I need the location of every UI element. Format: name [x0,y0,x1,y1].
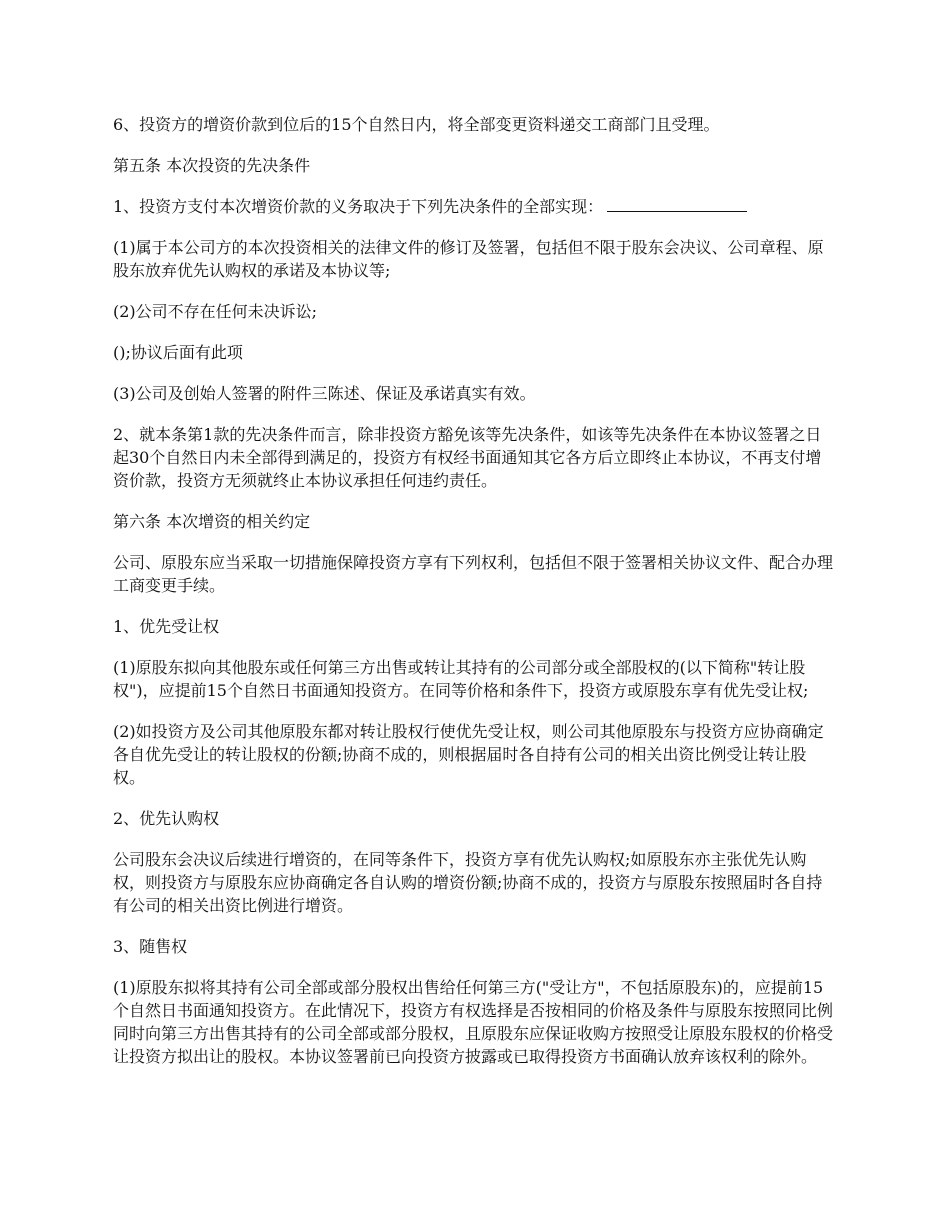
heading-preemptive-right: 2、优先认购权 [113,809,220,828]
paragraph-note: ();协议后面有此项 [113,343,243,362]
heading-right-of-first-refusal: 1、优先受让权 [113,617,220,636]
heading-article-6: 第六条 本次增资的相关约定 [113,512,311,531]
paragraph-waiver: 2、就本条第1款的先决条件而言，除非投资方豁免该等先决条件，如该等先决条件在本协议签署之日起30个自然日内未全部得到满足的，投资方有权经书面通知其它各方后立即终止本协议，不再支付增资价款，投资方无须就终止本协议承担任何违约责任。 [113,425,822,490]
heading-tag-along-right: 3、随售权 [113,937,188,956]
paragraph-conditions-intro [113,195,837,218]
conditions-intro-text: 1、投资方支付本次增资价款的义务取决于下列先决条件的全部实现： [113,197,604,216]
paragraph-tag-along-1: (1)原股东拟将其持有公司全部或部分股权出售给任何第三方("受让方"，不包括原股东)的，应提前15个自然日书面通知投资方。在此情况下，投资方有权选择是否按相同的价格及条件与原股东按照同比例同时向第三方出售其持有的公司全部或部分股权，且原股东应保证收购方按照受让原股东股权的价格受让投资方拟出让的股权。本协议签署前已向投资方披露或已取得投资方书面确认放弃该权利的除外。 [113,978,834,1066]
paragraph-condition-2: (2)公司不存在任何未决诉讼; [113,302,318,321]
paragraph-rights-intro: 公司、原股东应当采取一切措施保障投资方享有下列权利，包括但不限于签署相关协议文件、配合办理工商变更手续。 [113,553,834,595]
paragraph-clause-6: 6、投资方的增资价款到位后的15个自然日内，将全部变更资料递交工商部门且受理。 [113,115,720,134]
paragraph-condition-3: (3)公司及创始人签署的附件三陈述、保证及承诺真实有效。 [113,384,536,403]
paragraph-preemptive: 公司股东会决议后续进行增资的，在同等条件下，投资方享有优先认购权;如原股东亦主张优先认购权，则投资方与原股东应协商确定各自认购的增资份额;协商不成的，投资方与原股东按照届时各自持有公司的相关出资比例进行增资。 [113,850,823,915]
blank-underline [607,195,747,212]
paragraph-condition-1: (1)属于本公司方的本次投资相关的法律文件的修订及签署，包括但不限于股东会决议、公司章程、原股东放弃优先认购权的承诺及本协议等; [113,238,824,280]
paragraph-refusal-2: (2)如投资方及公司其他原股东都对转让股权行使优先受让权，则公司其他原股东与投资方应协商确定各自优先受让的转让股权的份额;协商不成的，则根据届时各自持有公司的相关出资比例受让转让股权。 [113,722,824,787]
paragraph-refusal-1: (1)原股东拟向其他股东或任何第三方出售或转让其持有的公司部分或全部股权的(以下简称"转让股权")，应提前15个自然日书面通知投资方。在同等价格和条件下，投资方或原股东享有优先受让权; [113,658,809,700]
heading-article-5: 第五条 本次投资的先决条件 [113,156,311,175]
